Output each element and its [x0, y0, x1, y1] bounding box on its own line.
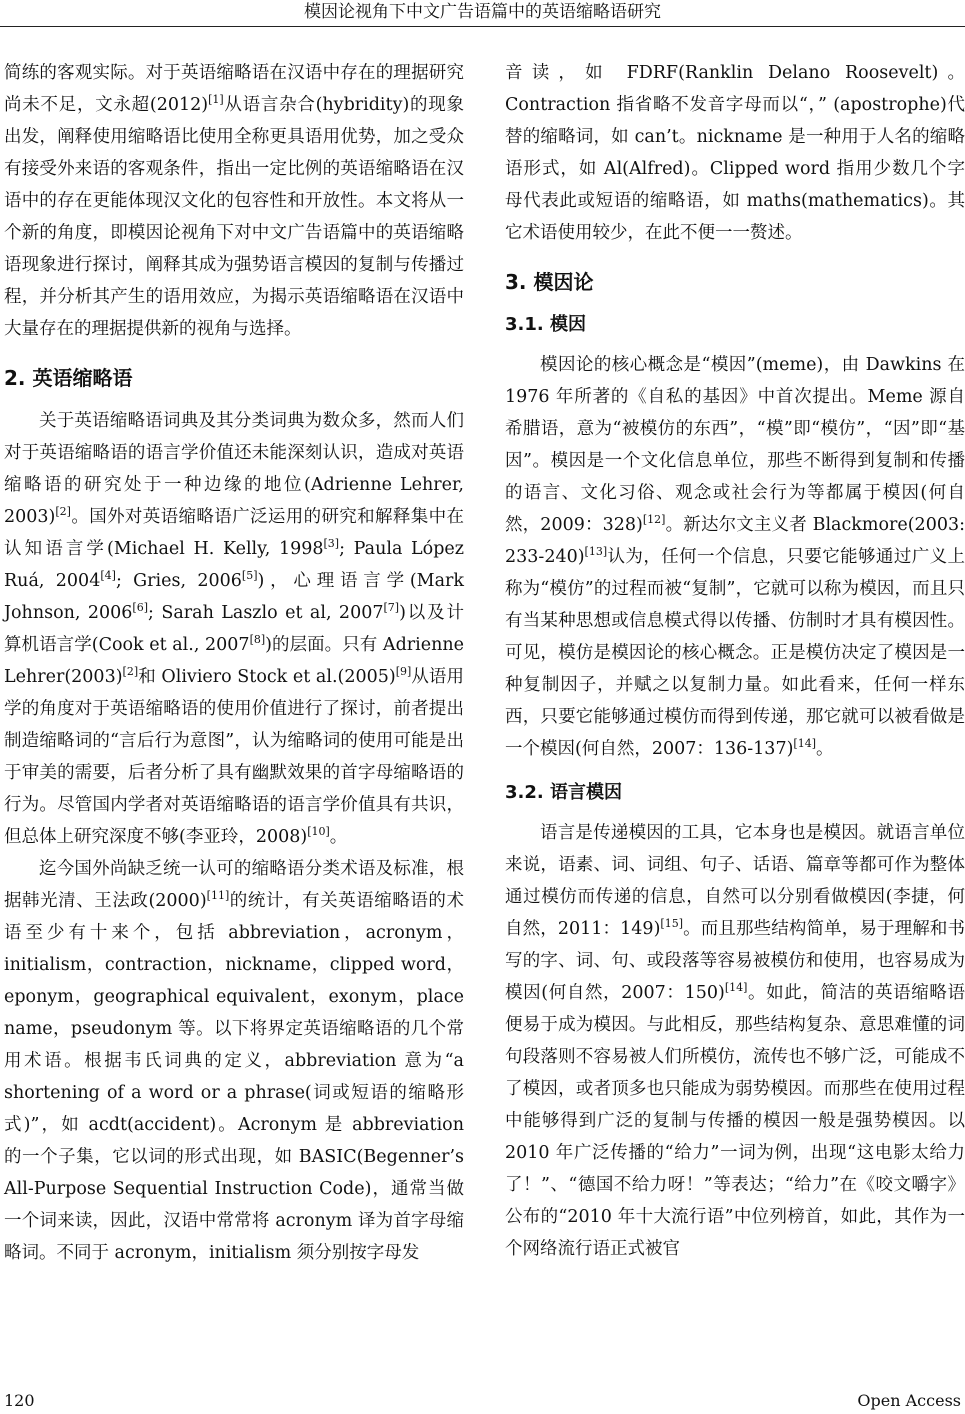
right-paragraph-1: 音读，如 FDRF(Ranklin Delano Roosevelt)。Contraction 指省略不发音字母而以“，” (apostrophe)代替的缩略词，如 can’t。nickname 是一种用于人名的缩略语形式，如 Al(Alfred)。Clipped word 指用少数几个字母代表此或短语的缩略语，如 maths(mathematics)。其它术语使用较少，在此不便一一赘述。: [505, 63, 965, 243]
citation-marker: [3]: [323, 537, 340, 551]
section-heading-2: 2. 英语缩略语: [4, 366, 133, 390]
citation-marker: [13]: [584, 545, 608, 559]
page-number: 120: [4, 1391, 35, 1410]
right-paragraph-3: 语言是传递模因的工具，它本身也是模因。就语言单位来说，语素、词、词组、句子、话语、篇章等都可作为整体通过模仿而传递的信息，自然可以分别看做模因(李捷，何自然，2011：149)[15]。而且那些结构简单，易于理解和书写的字、词、句、或段落等容易被模仿和使用，也容易成为模因(何自然，2007：150)[14]。如此，简洁的英语缩略语便易于成为模因。与此相反，那些结构复杂、意思难懂的词句段落则不容易被人们所模仿，流传也不够广泛，可能成不了模因，或者顶多也只能成为弱势模因。而那些在使用过程中能够得到广泛的复制与传播的模因一般是强势模因。以 2010 年广泛传播的“给力”一词为例，出现“这电影太给力了！”、“德国不给力呀！”等表达；“给力”在《咬文嚼字》公布的“2010 年十大流行语”中位列榜首，如此，其作为一个网络流行语正式被官: [505, 823, 965, 1259]
citation-marker: [2]: [122, 665, 139, 679]
citation-marker: [5]: [241, 569, 258, 583]
right-paragraph-2: 模因论的核心概念是“模因”(meme)，由 Dawkins 在 1976 年所著的《自私的基因》中首次提出。Meme 源自希腊语，意为“被模仿的东西”，“模”即“模仿”，“因”即“基因”。模因是一个文化信息单位，那些不断得到复制和传播的语言、文化习俗、观念或社会行为等都属于模因(何自然，2009：328)[12]。新达尔文主义者 Blackmore(2003: 233-240)[13]认为，任何一个信息，只要它能够通过广义上称为“模仿”的过程而被“复制”，它就可以称为模因，而且只有当某种思想或信息模式得以传播、仿制时才具有模因性。可见，模仿是模因论的核心概念。正是模仿决定了模因是一种复制因子，并赋之以复制力量。如此看来，任何一样东西，只要它能够通过模仿而得到传递，那它就可以被看做是一个模因(何自然，2007：136-137)[14]。: [505, 355, 965, 759]
citation-marker: [15]: [660, 917, 683, 931]
section-heading-3: 3. 模因论: [505, 270, 594, 294]
citation-marker: [2]: [55, 505, 71, 519]
citation-marker: [14]: [724, 981, 748, 995]
citation-marker: [9]: [395, 665, 412, 679]
citation-marker: [1]: [208, 93, 224, 107]
subsection-heading-3-1: 3.1. 模因: [505, 314, 586, 335]
citation-marker: [10]: [307, 825, 330, 839]
left-paragraph-3: 迄今国外尚缺乏统一认可的缩略语分类术语及标准，根据韩光清、王法政(2000)[11]的统计，有关英语缩略语的术语至少有十来个，包括 abbreviation，acronym，initialism，contraction，nickname，clipped word，eponym，geographical equivalent，exonym，place name，pseudonym 等。以下将界定英语缩略语的几个常用术语。根据韦氏词典的定义，abbreviation 意为“a shortening of a word or a phrase(词或短语的缩略形式)”，如 acdt(accident)。Acronym 是 abbreviation 的一个子集，它以词的形式出现，如 BASIC(Begenner’s All-Purpose Sequential Instruction Code)，通常当做一个词来读，因此，汉语中常常将 acronym 译为首字母缩略词。不同于 acronym，initialism 须分别按字母发: [4, 859, 464, 1263]
citation-marker: [12]: [642, 513, 666, 527]
header-rule: [0, 26, 965, 27]
subsection-heading-3-2: 3.2. 语言模因: [505, 782, 622, 803]
left-column: [4, 57, 464, 1269]
citation-marker: [4]: [100, 569, 116, 583]
left-paragraph-2: 关于英语缩略语词典及其分类词典为数众多，然而人们对于英语缩略语的语言学价值还未能深刻认识，造成对英语缩略语的研究处于一种边缘的地位(Adrienne Lehrer, 2003)[2]。国外对英语缩略语广泛运用的研究和解释集中在认知语言学(Michael H. Kelly, 1998[3]; Paula López Ruá, 2004[4]; Gries, 2006[5])，心理语言学(Mark Johnson, 2006[6]; Sarah Laszlo et al, 2007[7])以及计算机语言学(Cook et al., 2007[8])的层面。只有 Adrienne Lehrer(2003)[2]和 Oliviero Stock et al.(2005)[9]从语用学的角度对于英语缩略语的使用价值进行了探讨，前者提出制造缩略词的“言后行为意图”，认为缩略词的使用可能是出于审美的需要，后者分析了具有幽默效果的首字母缩略语的行为。尽管国内学者对英语缩略语的语言学价值具有共识，但总体上研究深度不够(李亚玲，2008)[10]。: [4, 411, 465, 847]
citation-marker: [7]: [383, 601, 400, 615]
citation-marker: [11]: [206, 889, 230, 903]
journal-label: Open Access: [857, 1391, 961, 1410]
citation-marker: [8]: [249, 633, 266, 647]
citation-marker: [6]: [132, 601, 149, 615]
citation-marker: [14]: [793, 737, 817, 751]
running-header: 模因论视角下中文广告语篇中的英语缩略语研究: [304, 2, 661, 22]
right-column: [505, 57, 965, 1265]
left-paragraph-1: 简练的客观实际。对于英语缩略语在汉语中存在的理据研究尚未不足，文永超(2012)[1]从语言杂合(hybridity)的现象出发，阐释使用缩略语比使用全称更具语用优势，加之受众有接受外来语的客观条件，指出一定比例的英语缩略语在汉语中的存在更能体现汉文化的包容性和开放性。本文将从一个新的角度，即模因论视角下对中文广告语篇中的英语缩略语现象进行探讨，阐释其成为强势语言模因的复制与传播过程，并分析其产生的语用效应，为揭示英语缩略语在汉语中大量存在的理据提供新的视角与选择。: [4, 63, 464, 339]
